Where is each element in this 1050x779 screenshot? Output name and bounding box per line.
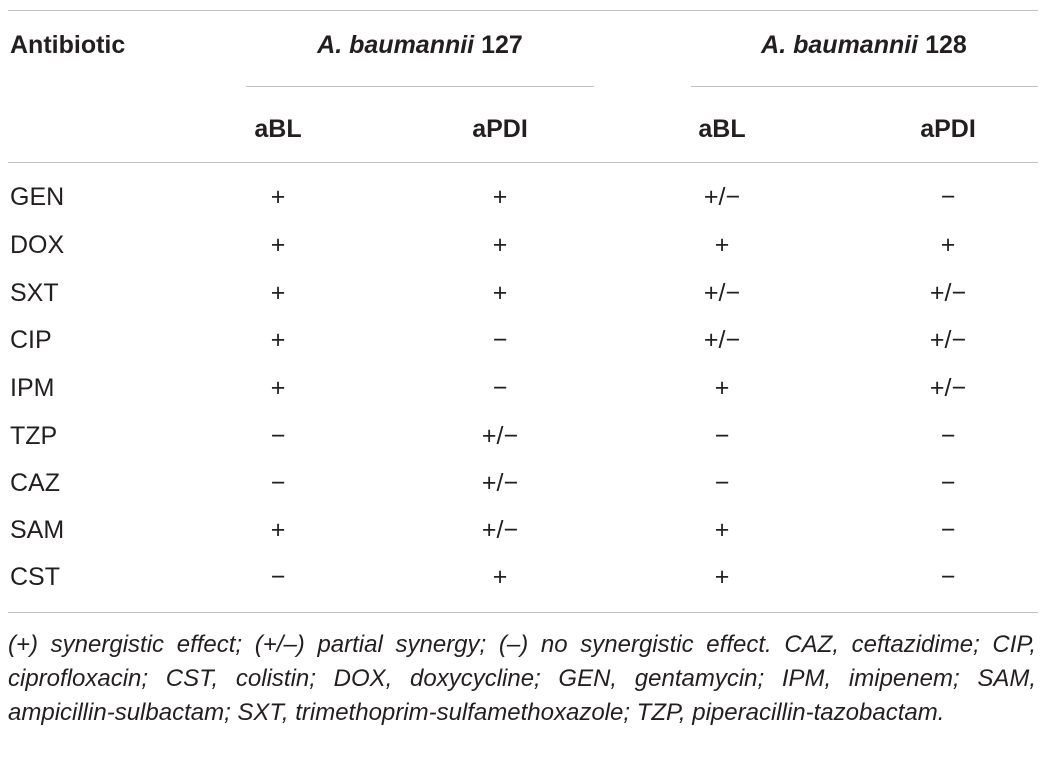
cell-apdi-127: + (492, 279, 508, 307)
cell-apdi-128: − (940, 422, 956, 450)
antibiotic-name: TZP (10, 422, 58, 450)
table-footnote: (+) synergistic effect; (+/–) partial synergy; (–) no synergistic effect. CAZ, ceftazidime; CIP, ciprofloxacin; CST, colistin; DOX, doxycycline; GEN, gentamycin; IPM, imipenem; SAM, ampicillin-sulbactam; SXT, trimethoprim-sulfamethoxazole; TZP, piperacillin-tazobactam. (8, 631, 1036, 726)
cell-apdi-128: +/− (929, 279, 967, 307)
cell-apdi-127: +/− (481, 516, 519, 544)
cell-apdi-127: +/− (481, 469, 519, 497)
header-group-128 (691, 30, 1037, 60)
cell-abl-127: + (270, 183, 286, 211)
table-row (8, 421, 1038, 469)
cell-abl-127: − (270, 469, 286, 497)
group-127-strain: 127 (481, 31, 523, 59)
cell-abl-127: + (270, 279, 286, 307)
table-row (8, 373, 1038, 421)
cell-abl-127: + (270, 326, 286, 354)
cell-apdi-127: − (492, 374, 508, 402)
header-bottom-rule (8, 162, 1038, 163)
antibiotic-name: CST (10, 563, 60, 591)
group-128-species: A. baumannii (761, 31, 919, 59)
group-128-underline (691, 86, 1038, 87)
cell-apdi-127: +/− (481, 422, 519, 450)
cell-abl-128: + (714, 374, 730, 402)
cell-apdi-127: + (492, 563, 508, 591)
antibiotic-name: SAM (10, 516, 65, 544)
cell-apdi-128: − (940, 183, 956, 211)
subheader-abl-128: aBL (698, 115, 746, 143)
cell-apdi-128: +/− (929, 326, 967, 354)
antibiotic-name: CAZ (10, 469, 60, 497)
cell-apdi-128: + (940, 231, 956, 259)
antibiotic-name: IPM (10, 374, 55, 402)
antibiotic-name: DOX (10, 231, 65, 259)
group-127-species: A. baumannii (317, 31, 475, 59)
antibiotic-name: GEN (10, 183, 65, 211)
cell-abl-128: + (714, 231, 730, 259)
cell-apdi-127: + (492, 231, 508, 259)
table-row (8, 468, 1038, 516)
group-127-underline (246, 86, 594, 87)
cell-abl-128: + (714, 563, 730, 591)
cell-abl-127: + (270, 231, 286, 259)
cell-abl-127: + (270, 516, 286, 544)
cell-abl-127: − (270, 563, 286, 591)
header-group-127 (246, 30, 594, 60)
cell-abl-128: +/− (703, 183, 741, 211)
subheader-apdi-127: aPDI (472, 115, 528, 143)
cell-abl-128: +/− (703, 326, 741, 354)
table-row (8, 325, 1038, 373)
cell-abl-128: +/− (703, 279, 741, 307)
table-row (8, 562, 1038, 610)
cell-abl-128: − (714, 422, 730, 450)
header-antibiotic: Antibiotic (10, 31, 126, 59)
table-row (8, 515, 1038, 563)
cell-apdi-128: − (940, 563, 956, 591)
bottom-rule (8, 612, 1038, 613)
antibiotic-name: SXT (10, 279, 59, 307)
group-128-strain: 128 (925, 31, 967, 59)
cell-apdi-128: +/− (929, 374, 967, 402)
cell-apdi-128: − (940, 469, 956, 497)
cell-abl-128: + (714, 516, 730, 544)
table-row (8, 278, 1038, 326)
cell-apdi-127: + (492, 183, 508, 211)
table-row (8, 182, 1038, 230)
cell-apdi-127: − (492, 326, 508, 354)
table-row (8, 230, 1038, 278)
cell-abl-127: + (270, 374, 286, 402)
cell-abl-127: − (270, 422, 286, 450)
subheader-apdi-128: aPDI (920, 115, 976, 143)
cell-abl-128: − (714, 469, 730, 497)
subheader-abl-127: aBL (254, 115, 302, 143)
cell-apdi-128: − (940, 516, 956, 544)
top-rule (8, 10, 1038, 11)
antibiotic-name: CIP (10, 326, 52, 354)
